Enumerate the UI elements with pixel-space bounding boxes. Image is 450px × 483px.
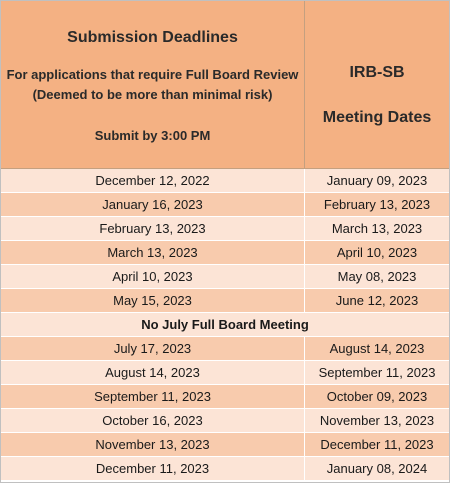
meeting-cell: October 09, 2023 <box>326 389 428 404</box>
deadline-cell: December 11, 2023 <box>1 457 305 480</box>
deadline-cell: September 11, 2023 <box>1 385 305 408</box>
meeting-cell: September 11, 2023 <box>318 365 436 380</box>
table-row <box>1 265 449 289</box>
table-row <box>1 289 449 313</box>
meeting-cell: March 13, 2023 <box>331 221 423 236</box>
header-line-1: For applications that require Full Board Review <box>6 67 299 82</box>
table-body <box>1 169 449 481</box>
table-row <box>1 433 449 457</box>
deadline-cell: May 15, 2023 <box>1 289 305 312</box>
table-row-note <box>1 313 449 337</box>
meeting-cell: April 10, 2023 <box>336 245 418 260</box>
table-row <box>1 409 449 433</box>
no-july-meeting-note: No July Full Board Meeting <box>141 317 309 332</box>
table-row <box>1 169 449 193</box>
meeting-cell: February 13, 2023 <box>323 197 431 212</box>
deadline-cell: October 16, 2023 <box>1 409 305 432</box>
table-row <box>1 241 449 265</box>
header-right-subtitle: Meeting Dates <box>322 109 432 126</box>
table-row <box>1 193 449 217</box>
meeting-cell: August 14, 2023 <box>329 341 425 356</box>
deadline-cell: November 13, 2023 <box>1 433 305 456</box>
header-meeting-dates <box>305 1 449 168</box>
meeting-cell: November 13, 2023 <box>319 413 435 428</box>
header-right-title: IRB-SB <box>349 64 405 81</box>
header-submission-deadlines <box>1 1 305 168</box>
meeting-cell: January 08, 2024 <box>326 461 428 476</box>
table-header <box>1 1 449 169</box>
deadline-cell: January 16, 2023 <box>1 193 305 216</box>
meeting-cell: May 08, 2023 <box>337 269 417 284</box>
deadline-cell: December 12, 2022 <box>1 169 305 192</box>
header-line-2: (Deemed to be more than minimal risk) <box>32 87 273 102</box>
deadline-cell: April 10, 2023 <box>1 265 305 288</box>
table-row <box>1 337 449 361</box>
meeting-cell: June 12, 2023 <box>335 293 419 308</box>
table-row <box>1 361 449 385</box>
table-row <box>1 217 449 241</box>
deadline-cell: March 13, 2023 <box>1 241 305 264</box>
deadline-cell: August 14, 2023 <box>1 361 305 384</box>
meeting-cell: January 09, 2023 <box>326 173 428 188</box>
table-row <box>1 385 449 409</box>
table-row <box>1 457 449 481</box>
deadline-cell: July 17, 2023 <box>1 337 305 360</box>
header-title: Submission Deadlines <box>67 29 238 46</box>
header-submit-time: Submit by 3:00 PM <box>94 128 211 143</box>
deadline-cell: February 13, 2023 <box>1 217 305 240</box>
meeting-cell: December 11, 2023 <box>320 437 434 452</box>
